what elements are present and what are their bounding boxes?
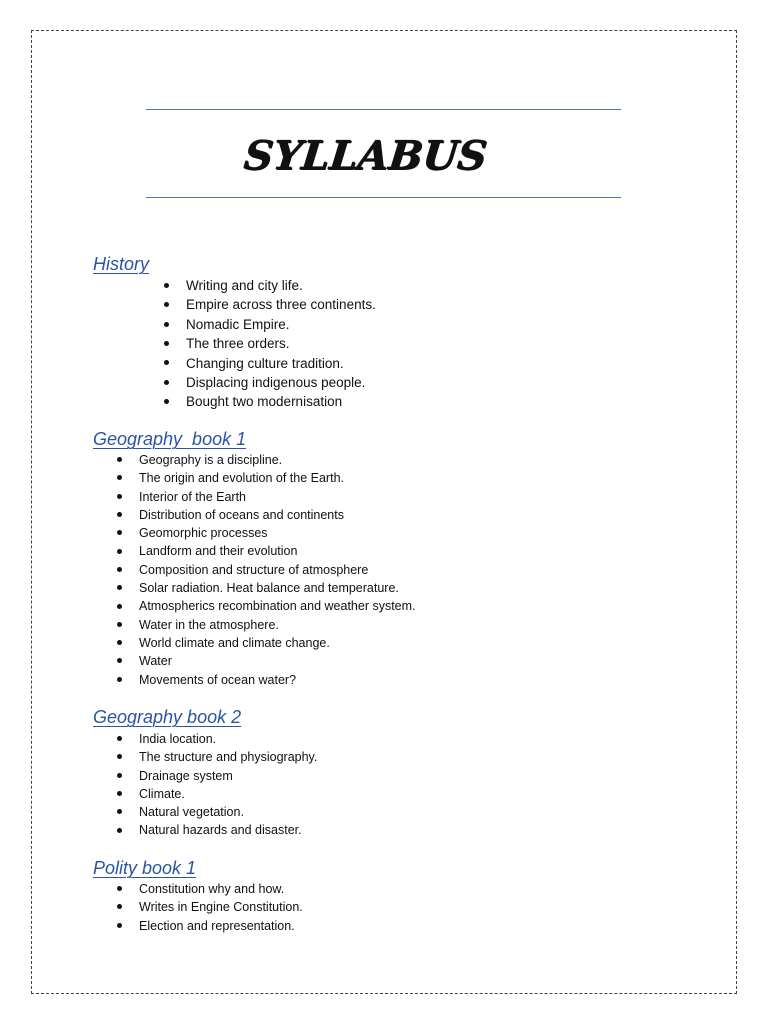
list-item: Water: [139, 652, 416, 670]
list-item: Drainage system: [139, 767, 317, 785]
list-item: Solar radiation. Heat balance and temperature.: [139, 579, 416, 597]
geography-book-2-list: [139, 730, 317, 840]
bullet-icon: [117, 549, 122, 554]
list-item: Movements of ocean water?: [139, 671, 416, 689]
section-heading-history: History: [93, 254, 150, 274]
bullet-icon: [117, 494, 122, 499]
bullet-icon: [164, 380, 169, 385]
list-item: Atmospherics recombination and weather system.: [139, 597, 416, 615]
list-item: The origin and evolution of the Earth.: [139, 469, 416, 487]
bullet-icon: [117, 923, 122, 928]
list-item: Nomadic Empire.: [186, 315, 376, 334]
section-heading-geography-book-2: Geography book 2: [93, 707, 242, 727]
list-item: Distribution of oceans and continents: [139, 506, 416, 524]
bullet-icon: [164, 283, 169, 288]
list-item: World climate and climate change.: [139, 634, 416, 652]
list-item: Climate.: [139, 785, 317, 803]
title-bottom-rule: [146, 197, 621, 198]
bullet-icon: [117, 773, 122, 778]
list-item: Election and representation.: [139, 917, 303, 935]
list-item: Geomorphic processes: [139, 524, 416, 542]
bullet-icon: [164, 322, 169, 327]
list-item: Composition and structure of atmosphere: [139, 561, 416, 579]
list-item: Landform and their evolution: [139, 542, 416, 560]
list-item: Writing and city life.: [186, 276, 376, 295]
geography-book-1-list: [139, 451, 416, 689]
list-item: Constitution why and how.: [139, 880, 303, 898]
bullet-icon: [117, 677, 122, 682]
list-item: Interior of the Earth: [139, 488, 416, 506]
list-item: Changing culture tradition.: [186, 354, 376, 373]
list-item: Writes in Engine Constitution.: [139, 898, 303, 916]
list-item: Water in the atmosphere.: [139, 616, 416, 634]
list-item: Displacing indigenous people.: [186, 373, 376, 392]
bullet-icon: [117, 828, 122, 833]
list-item: Geography is a discipline.: [139, 451, 416, 469]
bullet-icon: [117, 567, 122, 572]
bullet-icon: [117, 512, 122, 517]
list-item: Empire across three continents.: [186, 295, 376, 314]
bullet-icon: [117, 622, 122, 627]
list-item: The structure and physiography.: [139, 748, 317, 766]
section-heading-polity-book-1: Polity book 1: [93, 858, 197, 878]
bullet-icon: [117, 604, 122, 609]
polity-book-1-list: [139, 880, 303, 935]
list-item: Natural hazards and disaster.: [139, 821, 317, 839]
list-item: Bought two modernisation: [186, 392, 376, 411]
list-item: Natural vegetation.: [139, 803, 317, 821]
bullet-icon: [117, 791, 122, 796]
title-top-rule: [146, 109, 621, 110]
list-item: The three orders.: [186, 334, 376, 353]
section-heading-geography-book-1: Geography book 1: [93, 429, 247, 449]
bullet-icon: [164, 341, 169, 346]
page-title: SYLLABUS: [241, 132, 489, 179]
list-item: India location.: [139, 730, 317, 748]
history-list: [186, 276, 376, 412]
